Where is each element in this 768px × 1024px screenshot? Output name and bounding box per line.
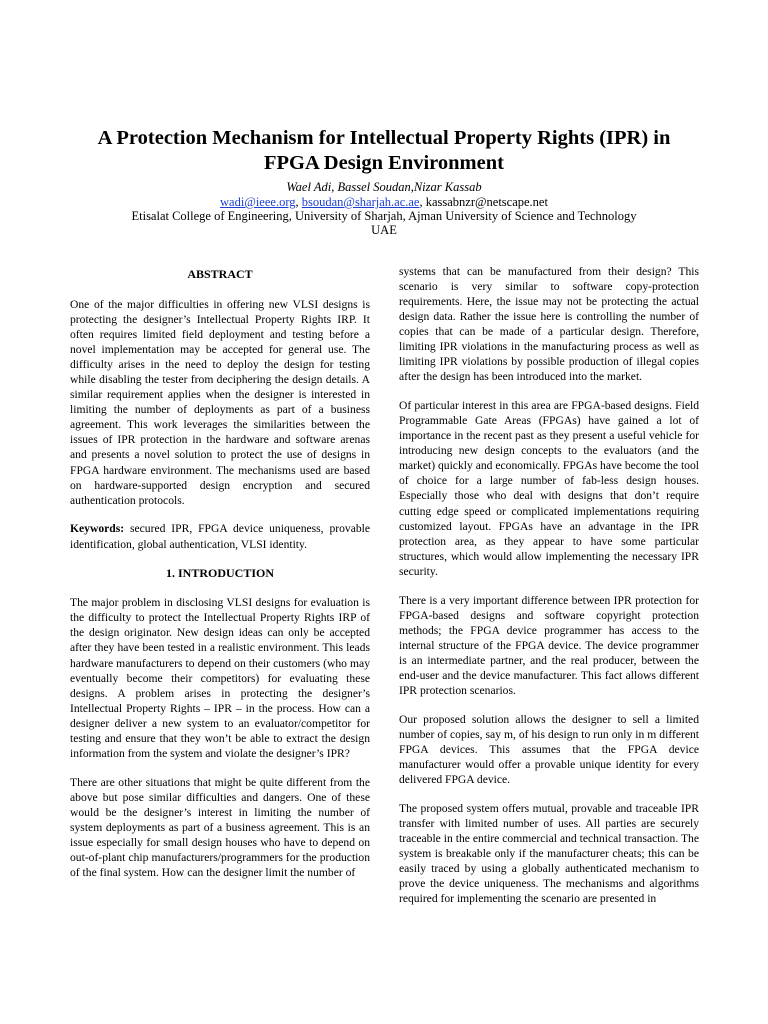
left-column: [70, 266, 370, 894]
email-separator: ,: [419, 195, 426, 209]
abstract-heading: ABSTRACT: [187, 267, 253, 281]
right-paragraph-4: Our proposed solution allows the designer to sell a limited number of copies, say m, of his design to run only in m different FPGA devices. This assumes that the FPGA device manufacturer would offer a provable unique identity for every delivered FPGA device.: [399, 712, 699, 786]
email-text-kassab: kassabnzr@netscape.net: [425, 195, 548, 209]
affiliation: Etisalat College of Engineering, University of Sharjah, Ajman University of Science and Technology: [131, 209, 637, 223]
email-separator: ,: [295, 195, 302, 209]
country: UAE: [371, 223, 397, 237]
keywords-label: Keywords:: [70, 522, 125, 536]
paper-title: [40, 126, 728, 176]
right-paragraph-2: Of particular interest in this area are FPGA-based designs. Field Programmable Gate Areas (FPGAs) have gained a lot of importance in the recent past as they present a useful vehicle for introducing new design concepts to the evaluators (and the market) quickly and economically. FPGAs have become the tool of choice for a large number of fab-less design houses. Especially those who deal with designs that don’t require cutting edge speed or complicated implementations requiring customized layout. FPGAs have an advantage in the IPR protection area, as they appear to have some particular structures, which would allow implementing the necessary IPR security.: [399, 399, 699, 578]
email-link-wadi[interactable]: wadi@ieee.org: [220, 195, 296, 209]
right-paragraph-5: The proposed system offers mutual, provable and traceable IPR transfer with limited number of uses. All parties are securely traceable in the entire commercial and technical transaction. The system is breakable only if the manufacturer cheats; this can be easily traced by using a globally authenticated mechanism to prove the device uniqueness. The mechanisms and algorithms required for implementing the scenario are presented in: [399, 801, 699, 905]
right-paragraph-3: There is a very important difference between IPR protection for FPGA-based designs and software copyright protection methods; the FPGA device programmer has access to the internal structure of the FPGA device. The device programmer is an intermediate partner, and the real producer, between the end-user and the device manufacturer. This fact allows different IPR protection scenarios.: [399, 593, 699, 697]
email-link-bsoudan[interactable]: bsoudan@sharjah.ac.ae: [301, 195, 420, 209]
abstract-text: One of the major difficulties in offering new VLSI designs is protecting the designer’s Intellectual Property Rights IRP. It often requires limited field deployment and testing before a novel implementation may be accepted for general use. The difficulty arises in the need to deploy the design for testing while disabling the tester from deciphering the design details. A similar requirement applies when the designer is interested in limiting the number of deployments as part of a business agreement. This work leverages the similarities between the issues of IPR protection in the hardware and software arenas and presents a novel solution to protect the use of designs in FPGA hardware environment. The mechanisms used are based on hardware-supported design encryption and secured authentication protocols.: [70, 298, 370, 507]
author-list: Wael Adi, Bassel Soudan,Nizar Kassab: [286, 180, 482, 194]
right-column: [399, 264, 699, 920]
title-line-1: A Protection Mechanism for Intellectual Property Rights (IPR) in: [97, 127, 671, 149]
keywords-paragraph: [70, 521, 370, 551]
intro-paragraph-1: The major problem in disclosing VLSI designs for evaluation is the difficulty to protect the Intellectual Property Rights IRP of the design originator. New design ideas can only be accepted after they have been tested in a realistic environment. This leads hardware manufacturers to depend on their customers (who may eventually become their competitors) for evaluating these designs. A problem arises in protecting the designer’s Intellectual Property Rights – IPR – in the process. How can a designer deliver a new system to an evaluator/competitor for testing and ensure that they won’t be able to extract the design information from the system and violate the designer’s IPR?: [70, 596, 370, 760]
right-paragraph-1: systems that can be manufactured from their design? This scenario is very similar to software copy-protection requirements. Here, the issue may not be protecting the actual design data. Rather the issue here is controlling the number of copies that can be made of a particular design. Therefore, limiting IPR violations in the manufacturing process as well as limiting IPR violations by possible production of illegal copies after the design has been introduced into the market.: [399, 265, 699, 384]
author-emails: [40, 195, 728, 210]
title-line-2: FPGA Design Environment: [264, 152, 504, 174]
intro-paragraph-2: There are other situations that might be quite different from the above but pose similar difficulties and dangers. One of these would be the designer’s interest in limiting the number of system deployments as part of a business agreement. This is an issue especially for small design houses who have to depend on out-of-plant chip manufacturers/programmers for the production of the final system. How can the designer limit the number of: [70, 775, 370, 879]
introduction-heading: 1. INTRODUCTION: [165, 566, 274, 581]
keywords-text: secured IPR, FPGA device uniqueness, provable identification, global authentication, VLSI identity.: [70, 522, 370, 551]
